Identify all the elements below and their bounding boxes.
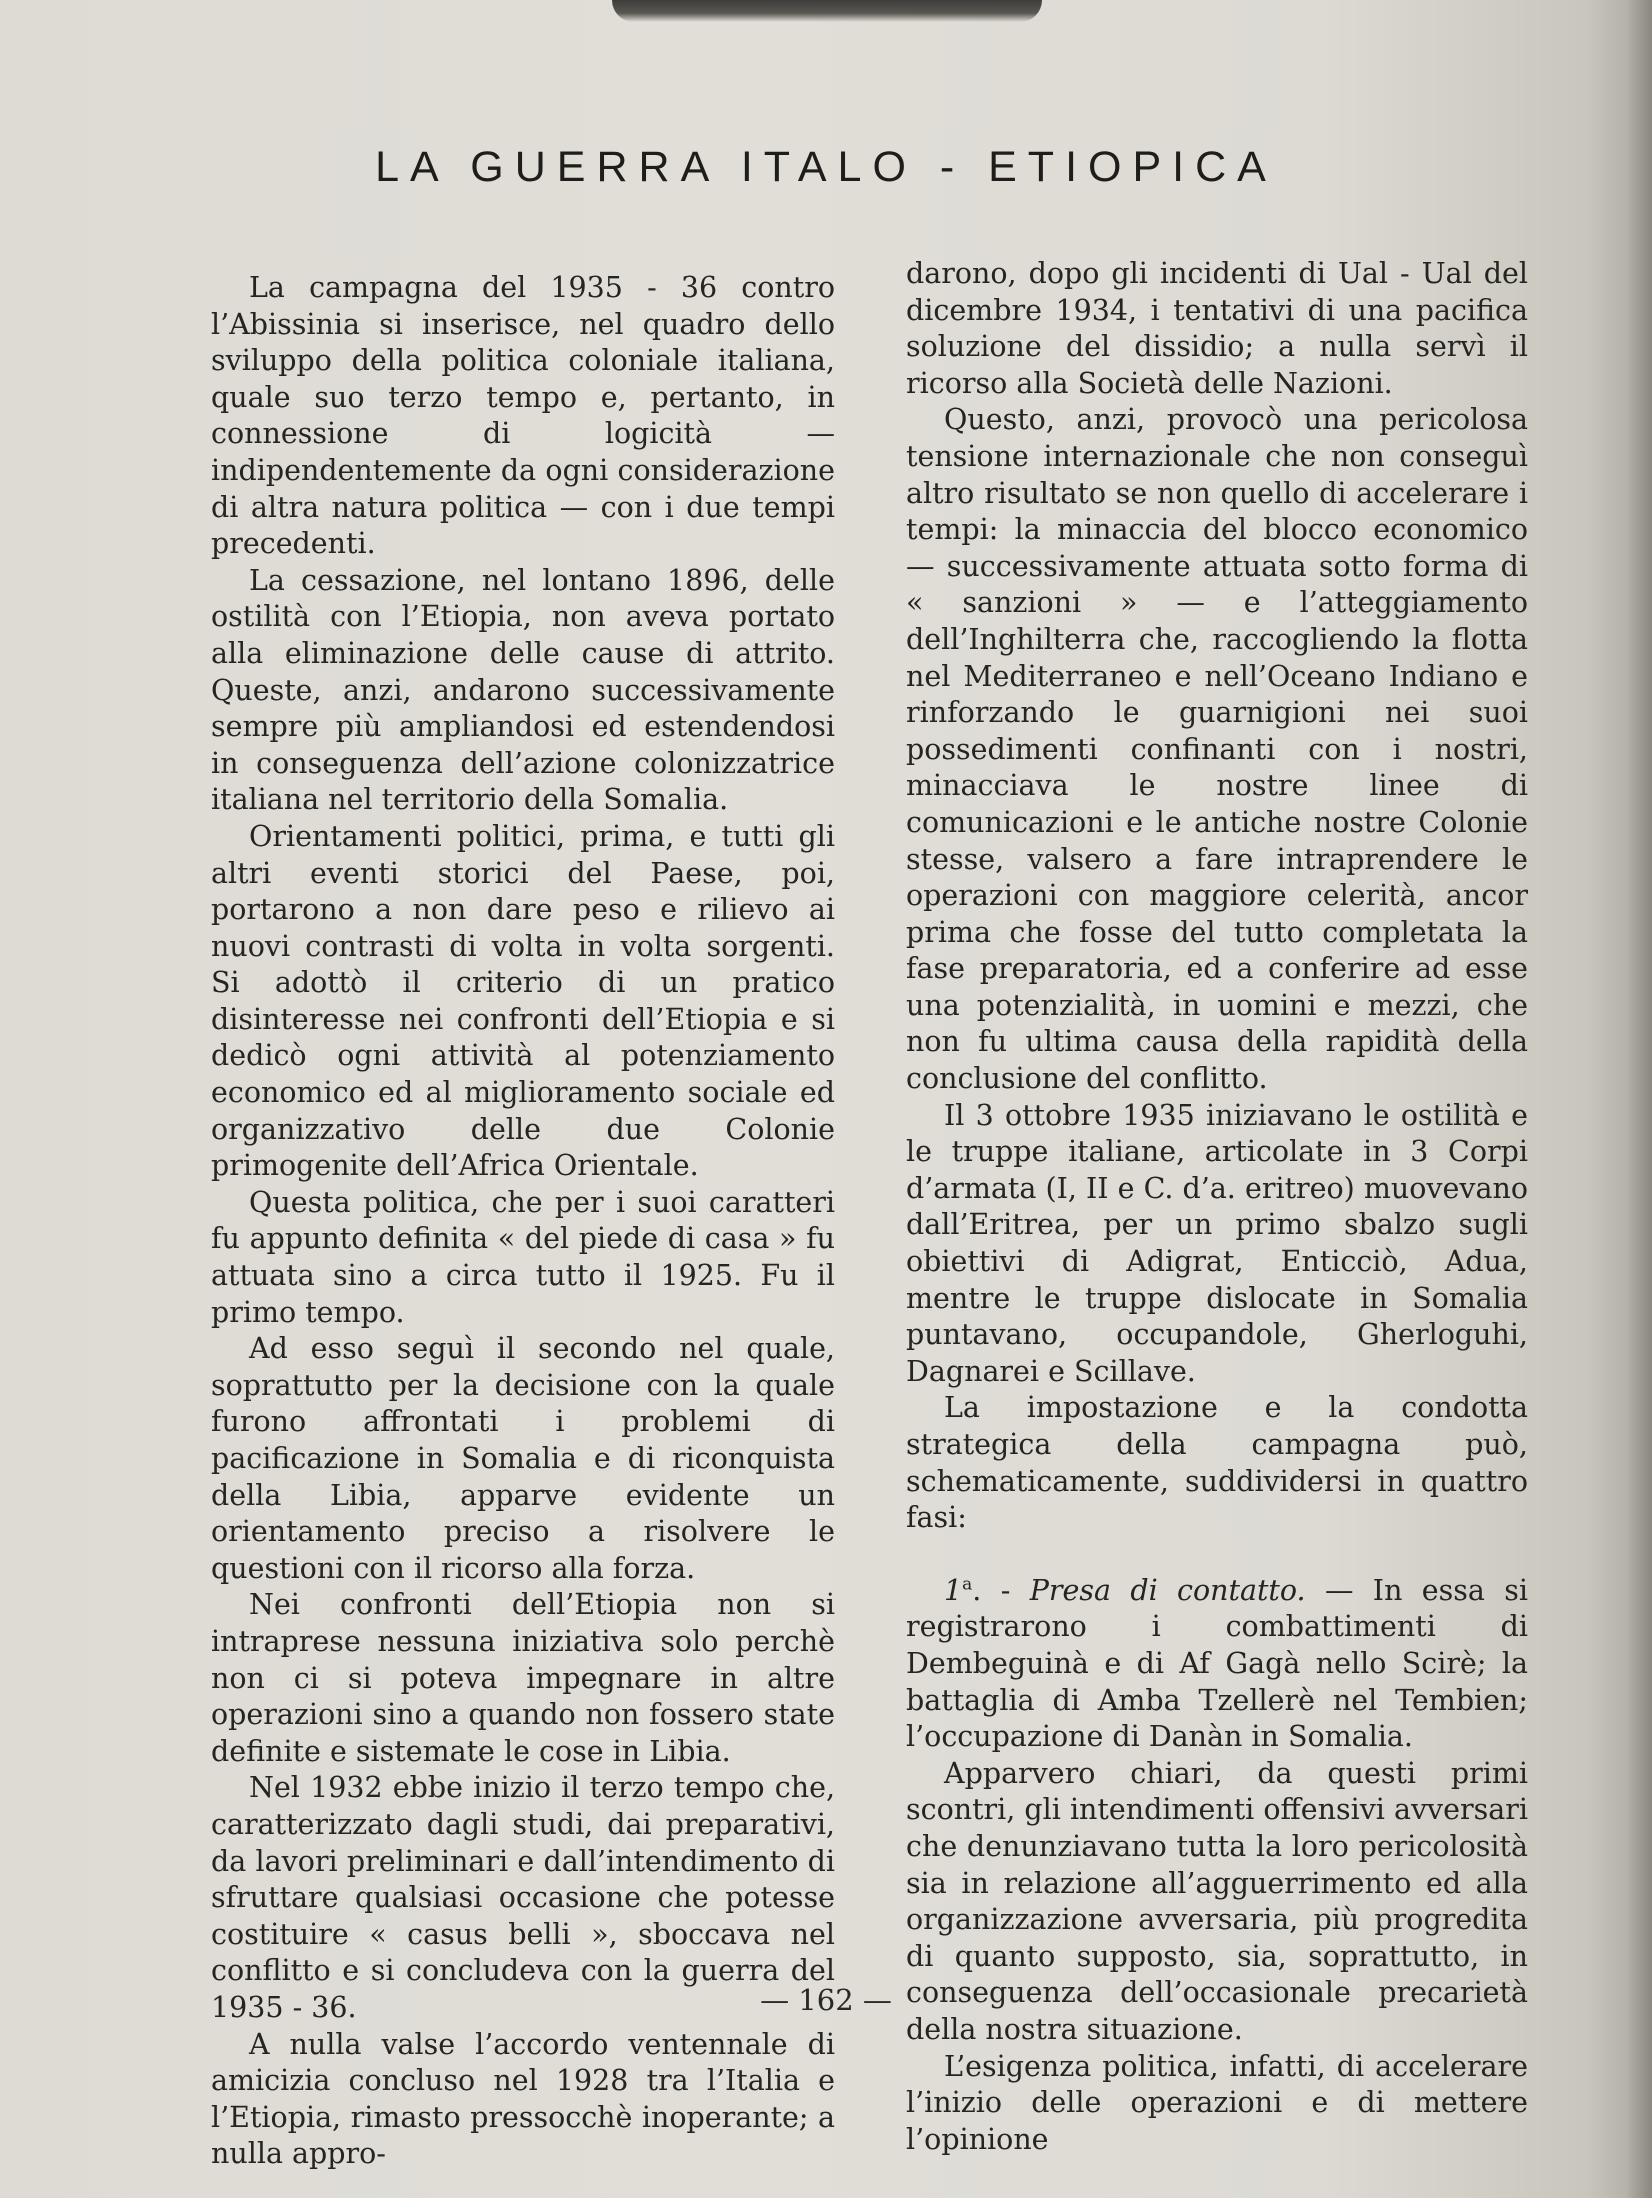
phase-title: Presa di contatto. (1029, 1573, 1306, 1607)
binding-shadow (612, 0, 1042, 22)
paragraph: L’esigenza politica, infatti, di accelerare l’inizio delle operazioni e di mettere l’opinione (906, 2049, 1528, 2156)
paragraph: Orientamenti politici, prima, e tutti gli altri eventi storici del Paese, poi, portarono a non dare peso e rilievo ai nuovi contrasti di volta in volta sorgenti. Si adottò il criterio di un pratico disinteresse nei confronti dell’Etiopia e si dedicò ogni attività al potenziamento economico ed al miglioramento sociale ed organizzativo delle due Colonie primogenite dell’Africa Orientale. (211, 819, 835, 1183)
paragraph-continuation: darono, dopo gli incidenti di Ual - Ual del dicembre 1934, i tentativi di una pacifica soluzione del dissidio; a nulla servì il ricorso alla Società delle Nazioni. (906, 257, 1528, 400)
page-edge-shadow (1626, 0, 1652, 2198)
phase-separator: . - (972, 1573, 1030, 1607)
right-column (906, 256, 1528, 2158)
paragraph: Nei confronti dell’Etiopia non si intraprese nessuna iniziativa solo perchè non ci si poteva impegnare in altre operazioni sino a quando non fossero state definite e sistemate le cose in Libia. (211, 1588, 835, 1768)
paragraph: Questa politica, che per i suoi caratteri fu appunto definita « del piede di casa » fu attuata sino a circa tutto il 1925. Fu il primo tempo. (211, 1185, 835, 1329)
paragraph: Ad esso seguì il secondo nel quale, soprattutto per la decisione con la quale furono affrontati i problemi di pacificazione in Somalia e di riconquista della Libia, apparve evidente un orientamento preciso a risolvere le questioni con il ricorso alla forza. (211, 1332, 835, 1585)
left-column (211, 270, 835, 2173)
phase-paragraph (906, 1573, 1528, 1756)
paragraph: A nulla valse l’accordo ventennale di amicizia concluso nel 1928 tra l’Italia e l’Etiopia, rimasto pressocchè inoperante; a nulla appro- (211, 2027, 835, 2171)
page-number: — 162 — (760, 1983, 892, 2017)
phase-text: — In essa si registrarono i combattimenti di Dembeguinà e di Af Gagà nello Scirè; la battaglia di Amba Tzellerè nel Tembien; l’occupazione di Danàn in Somalia. (906, 1573, 1528, 1754)
paragraph: La impostazione e la condotta strategica della campagna può, schematicamente, suddividersi in quattro fasi: (906, 1391, 1528, 1535)
page-title: LA GUERRA ITALO - ETIOPICA (375, 143, 1277, 191)
paragraph: Apparvero chiari, da questi primi scontri, gli intendimenti offensivi avversari che denunziavano tutta la loro pericolosità sia in relazione all’agguerrimento ed alla organizzazione avversaria, più progredita di quanto supposto, sia, soprattutto, in conseguenza dell’occasionale precarietà della nostra situazione. (906, 1756, 1529, 2046)
phase-ordinal: a (962, 1574, 973, 1595)
paragraph: Nel 1932 ebbe inizio il terzo tempo che, caratterizzato dagli studi, dai preparativi, da lavori preliminari e dall’intendimento di sfruttare qualsiasi occasione che potesse costituire « casus belli », sboccava nel conflitto e si concludeva con la guerra del 1935 - 36. (211, 1771, 835, 2024)
paragraph: Il 3 ottobre 1935 iniziavano le ostilità e le truppe italiane, articolate in 3 Corpi d’armata (I, II e C. d’a. eritreo) muovevano dall’Eritrea, per un primo sbalzo sugli obiettivi di Adigrat, Enticciò, Adua, mentre le truppe dislocate in Somalia puntavano, occupandole, Gherloguhi, Dagnarei e Scillave. (906, 1098, 1528, 1388)
paragraph: La campagna del 1935 - 36 contro l’Abissinia si inserisce, nel quadro dello sviluppo della politica coloniale italiana, quale suo terzo tempo e, pertanto, in connessione di logicità — indipendentemente da ogni considerazione di altra natura politica — con i due tempi precedenti. (211, 271, 835, 561)
paragraph: La cessazione, nel lontano 1896, delle ostilità con l’Etiopia, non aveva portato alla eliminazione delle cause di attrito. Queste, anzi, andarono successivamente sempre più ampliandosi ed estendendosi in conseguenza dell’azione colonizzatrice italiana nel territorio della Somalia. (211, 563, 835, 817)
phase-number: 1 (944, 1573, 963, 1607)
paragraph: Questo, anzi, provocò una pericolosa tensione internazionale che non conseguì altro risultato se non quello di accelerare i tempi: la minaccia del blocco economico — successivamente attuata sotto forma di « sanzioni » — e l’atteggiamento dell’Inghilterra che, raccogliendo la flotta nel Mediterraneo e nell’Oceano Indiano e rinforzando le guarnigioni nei suoi possedimenti confinanti con i nostri, minacciava le nostre linee di comunicazioni e le antiche nostre Colonie stesse, valsero a fare intraprendere le operazioni con maggiore celerità, ancor prima che fosse del tutto completata la fase preparatoria, ed a conferire ad esse una potenzialità, in uomini e mezzi, che non fu ultima causa della rapidità della conclusione del conflitto. (906, 403, 1528, 1096)
